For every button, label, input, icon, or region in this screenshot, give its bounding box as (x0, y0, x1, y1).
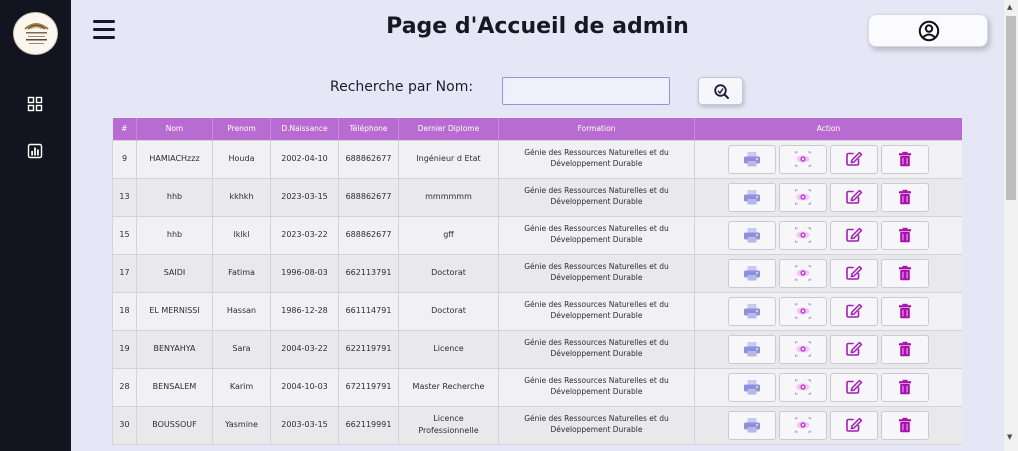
cell-nom: BOUSSOUF (137, 406, 213, 444)
print-button[interactable] (728, 145, 776, 174)
col-header-formation: Formation (499, 118, 695, 140)
view-eye-icon (794, 379, 812, 395)
cell-formation: Génie des Ressources Naturelles et du Développement Durable (499, 178, 695, 216)
edit-icon (845, 227, 863, 243)
edit-button[interactable] (830, 373, 878, 402)
edit-button[interactable] (830, 221, 878, 250)
cell-diplome: Master Recherche (399, 368, 499, 406)
cell-naissance: 2004-10-03 (271, 368, 339, 406)
delete-trash-icon (896, 417, 914, 433)
print-button[interactable] (728, 411, 776, 440)
view-button[interactable] (779, 145, 827, 174)
institution-logo[interactable] (13, 12, 58, 55)
cell-nom: BENYAHYA (137, 330, 213, 368)
delete-button[interactable] (881, 411, 929, 440)
sidebar (0, 0, 71, 451)
view-eye-icon (794, 227, 812, 243)
edit-button[interactable] (830, 411, 878, 440)
print-icon (743, 189, 761, 205)
delete-button[interactable] (881, 259, 929, 288)
bar-chart-icon[interactable] (27, 143, 43, 159)
print-button[interactable] (728, 373, 776, 402)
scroll-up-arrow-icon[interactable]: ▲ (1007, 3, 1013, 11)
print-button[interactable] (728, 221, 776, 250)
cell-id: 19 (113, 330, 137, 368)
edit-button[interactable] (830, 183, 878, 212)
scroll-down-arrow-icon[interactable]: ▼ (1007, 433, 1013, 441)
table-row (113, 254, 963, 292)
cell-naissance: 2002-04-10 (271, 140, 339, 178)
main-content (71, 0, 1004, 451)
cell-nom: BENSALEM (137, 368, 213, 406)
edit-button[interactable] (830, 145, 878, 174)
cell-prenom: Houda (213, 140, 271, 178)
delete-trash-icon (896, 379, 914, 395)
table-row (113, 140, 963, 178)
cell-telephone: 662113791 (339, 254, 399, 292)
cell-actions (695, 140, 963, 178)
view-button[interactable] (779, 297, 827, 326)
cell-actions (695, 254, 963, 292)
col-header-prenom: Prenom (213, 118, 271, 140)
col-header-telephone: Téléphone (339, 118, 399, 140)
col-header-diplome: Dernier Diplome (399, 118, 499, 140)
cell-diplome: mmmmmm (399, 178, 499, 216)
cell-prenom: Yasmine (213, 406, 271, 444)
cell-formation: Génie des Ressources Naturelles et du Développement Durable (499, 254, 695, 292)
print-button[interactable] (728, 183, 776, 212)
edit-button[interactable] (830, 297, 878, 326)
view-button[interactable] (779, 259, 827, 288)
print-button[interactable] (728, 297, 776, 326)
view-eye-icon (794, 417, 812, 433)
cell-actions (695, 178, 963, 216)
cell-naissance: 1996-08-03 (271, 254, 339, 292)
print-button[interactable] (728, 259, 776, 288)
cell-formation: Génie des Ressources Naturelles et du Développement Durable (499, 292, 695, 330)
view-button[interactable] (779, 183, 827, 212)
delete-button[interactable] (881, 297, 929, 326)
edit-icon (845, 189, 863, 205)
cell-diplome: Doctorat (399, 254, 499, 292)
cell-actions (695, 330, 963, 368)
cell-telephone: 688862677 (339, 178, 399, 216)
cell-actions (695, 406, 963, 444)
edit-icon (845, 303, 863, 319)
edit-icon (845, 341, 863, 357)
table-row (113, 292, 963, 330)
cell-telephone: 622119791 (339, 330, 399, 368)
cell-formation: Génie des Ressources Naturelles et du Développement Durable (499, 368, 695, 406)
table-header-row (113, 118, 963, 140)
view-button[interactable] (779, 411, 827, 440)
cell-actions (695, 368, 963, 406)
view-eye-icon (794, 303, 812, 319)
edit-icon (845, 265, 863, 281)
table-row (113, 406, 963, 444)
delete-trash-icon (896, 189, 914, 205)
cell-diplome: Ingénieur d Etat (399, 140, 499, 178)
cell-nom: EL MERNISSI (137, 292, 213, 330)
cell-prenom: Fatima (213, 254, 271, 292)
view-button[interactable] (779, 335, 827, 364)
print-icon (743, 151, 761, 167)
view-eye-icon (794, 189, 812, 205)
cell-id: 15 (113, 216, 137, 254)
cell-prenom: Karim (213, 368, 271, 406)
user-circle-icon (918, 20, 940, 42)
col-header-naissance: D.Naissance (271, 118, 339, 140)
table-row (113, 330, 963, 368)
print-icon (743, 227, 761, 243)
delete-trash-icon (896, 151, 914, 167)
edit-icon (845, 379, 863, 395)
print-icon (743, 303, 761, 319)
cell-diplome: Licence (399, 330, 499, 368)
print-icon (743, 417, 761, 433)
print-icon (743, 379, 761, 395)
cell-naissance: 2003-03-15 (271, 406, 339, 444)
search-icon (713, 83, 730, 100)
view-button[interactable] (779, 373, 827, 402)
edit-icon (845, 151, 863, 167)
delete-button[interactable] (881, 221, 929, 250)
cell-id: 28 (113, 368, 137, 406)
cell-diplome: Doctorat (399, 292, 499, 330)
cell-formation: Génie des Ressources Naturelles et du Développement Durable (499, 330, 695, 368)
cell-naissance: 2023-03-22 (271, 216, 339, 254)
cell-naissance: 2023-03-15 (271, 178, 339, 216)
cell-nom: hhb (137, 216, 213, 254)
cell-telephone: 688862677 (339, 216, 399, 254)
cell-naissance: 2004-03-22 (271, 330, 339, 368)
edit-button[interactable] (830, 335, 878, 364)
delete-trash-icon (896, 265, 914, 281)
scroll-thumb[interactable] (1006, 16, 1016, 200)
view-eye-icon (794, 341, 812, 357)
table-row (113, 178, 963, 216)
cell-id: 18 (113, 292, 137, 330)
delete-trash-icon (896, 303, 914, 319)
cell-prenom: Hassan (213, 292, 271, 330)
view-eye-icon (794, 151, 812, 167)
cell-telephone: 662119991 (339, 406, 399, 444)
cell-actions (695, 216, 963, 254)
cell-prenom: Sara (213, 330, 271, 368)
cell-prenom: lklkl (213, 216, 271, 254)
col-header-nom: Nom (137, 118, 213, 140)
cell-telephone: 661114791 (339, 292, 399, 330)
cell-id: 17 (113, 254, 137, 292)
edit-button[interactable] (830, 259, 878, 288)
cell-nom: hhb (137, 178, 213, 216)
cell-formation: Génie des Ressources Naturelles et du Développement Durable (499, 406, 695, 444)
cell-telephone: 672119791 (339, 368, 399, 406)
dashboard-grid-icon[interactable] (27, 96, 43, 112)
cell-diplome: gff (399, 216, 499, 254)
vertical-scrollbar[interactable] (1004, 0, 1018, 451)
cell-formation: Génie des Ressources Naturelles et du Développement Durable (499, 216, 695, 254)
students-table (112, 118, 962, 451)
cell-formation: Génie des Ressources Naturelles et du Développement Durable (499, 140, 695, 178)
page-title: Page d'Accueil de admin (386, 14, 689, 39)
col-header-action: Action (695, 118, 963, 140)
print-icon (743, 341, 761, 357)
cell-diplome: Licence Professionnelle (399, 406, 499, 444)
print-icon (743, 265, 761, 281)
cell-telephone: 688862677 (339, 140, 399, 178)
cell-id: 30 (113, 406, 137, 444)
delete-button[interactable] (881, 145, 929, 174)
col-header-id: # (113, 118, 137, 140)
table-row (113, 216, 963, 254)
print-button[interactable] (728, 335, 776, 364)
delete-trash-icon (896, 341, 914, 357)
cell-nom: HAMIACHzzz (137, 140, 213, 178)
search-label: Recherche par Nom: (330, 79, 474, 95)
delete-button[interactable] (881, 183, 929, 212)
cell-actions (695, 292, 963, 330)
search-input[interactable] (502, 77, 670, 105)
view-eye-icon (794, 265, 812, 281)
edit-icon (845, 417, 863, 433)
delete-trash-icon (896, 227, 914, 243)
cell-nom: SAIDI (137, 254, 213, 292)
cell-id: 13 (113, 178, 137, 216)
delete-button[interactable] (881, 373, 929, 402)
search-button[interactable] (698, 77, 743, 105)
table-row (113, 368, 963, 406)
view-button[interactable] (779, 221, 827, 250)
cell-id: 9 (113, 140, 137, 178)
delete-button[interactable] (881, 335, 929, 364)
cell-prenom: kkhkh (213, 178, 271, 216)
cell-naissance: 1986-12-28 (271, 292, 339, 330)
user-profile-button[interactable] (868, 14, 988, 47)
